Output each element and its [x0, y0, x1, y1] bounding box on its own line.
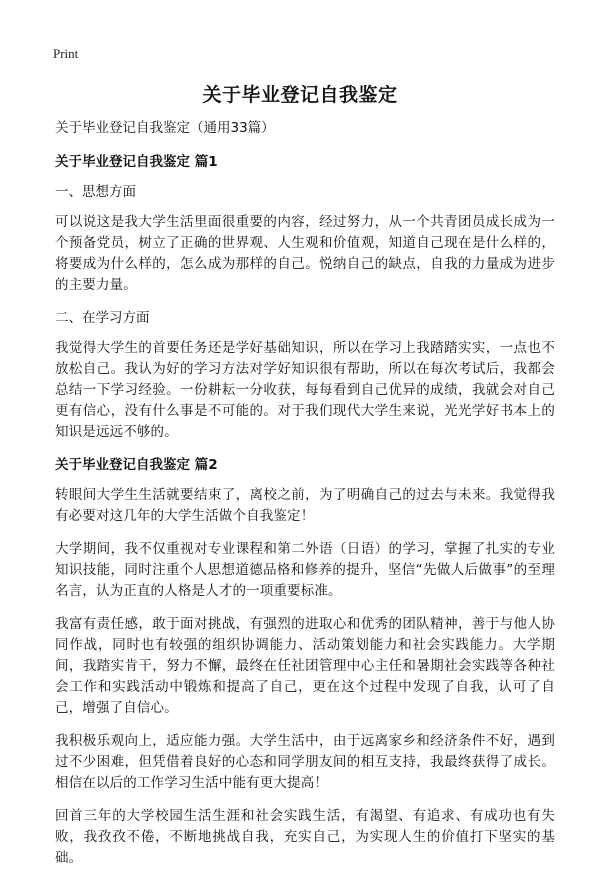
section-subheading: 二、在学习方面	[55, 310, 150, 326]
paragraph: 大学期间，我不仅重视对专业课程和第二外语（日语）的学习，掌握了扎实的专业知识技能，同时注重个人思想道德品格和修养的提升，坚信“先做人后做事”的至理名言，认为正直的人格是人才的一项重要标准。	[55, 541, 555, 599]
document-subtitle: 关于毕业登记自我鉴定（通用33篇）	[55, 120, 275, 136]
section-heading: 关于毕业登记自我鉴定 篇1	[55, 154, 218, 170]
section-1	[55, 152, 555, 443]
paragraph: 转眼间大学生生活就要结束了，离校之前，为了明确自己的过去与未来。我觉得我有必要对这几年的大学生活做个自我鉴定！	[55, 487, 555, 524]
section-heading: 关于毕业登记自我鉴定 篇2	[55, 457, 218, 473]
section-2	[55, 455, 555, 869]
page-title: 关于毕业登记自我鉴定	[202, 84, 398, 106]
paragraph: 我富有责任感，敢于面对挑战，有强烈的进取心和优秀的团队精神，善于与他人协同作战，同时也有较强的组织协调能力、活动策划能力和社会实践能力。大学期间，我踏实肯干，努力不懈，最终在任社团管理中心主任和暑期社会实践等各种社会工作和实践活动中锻炼和提高了自己，更在这个过程中发现了自我，认可了自己，增强了自信心。	[55, 616, 555, 716]
print-link[interactable]: Print	[53, 46, 79, 61]
paragraph: 我觉得大学生的首要任务还是学好基础知识，所以在学习上我踏踏实实，一点也不放松自己。我认为好的学习方法对学好知识很有帮助，所以在每次考试后，我都会总结一下学习经验。一份耕耘一分收获，每每看到自己优异的成绩，我就会对自己更有信心，没有什么事是不可能的。对于我们现代大学生来说，光光学好书本上的知识是远远不够的。	[55, 340, 555, 440]
paragraph: 可以说这是我大学生活里面很重要的内容，经过努力，从一个共青团员成长成为一个预备党员，树立了正确的世界观、人生观和价值观，知道自己现在是什么样的，将要成为什么样的，怎么成为那样的自己。悦纳自己的缺点，自我的力量成为进步的主要力量。	[55, 214, 555, 293]
paragraph: 回首三年的大学校园生活生涯和社会实践生活，有渴望、有追求、有成功也有失败，我孜孜不倦，不断地挑战自我，充实自己，为实现人生的价值打下坚实的基础。	[55, 808, 555, 866]
paragraph: 我积极乐观向上，适应能力强。大学生活中，由于远离家乡和经济条件不好，遇到过不少困难，但凭借着良好的心态和同学朋友间的相互支持，我最终获得了成长。相信在以后的工作学习生活中能有更大提高！	[55, 733, 555, 791]
section-subheading: 一、思想方面	[55, 184, 136, 200]
document-body	[55, 118, 555, 881]
